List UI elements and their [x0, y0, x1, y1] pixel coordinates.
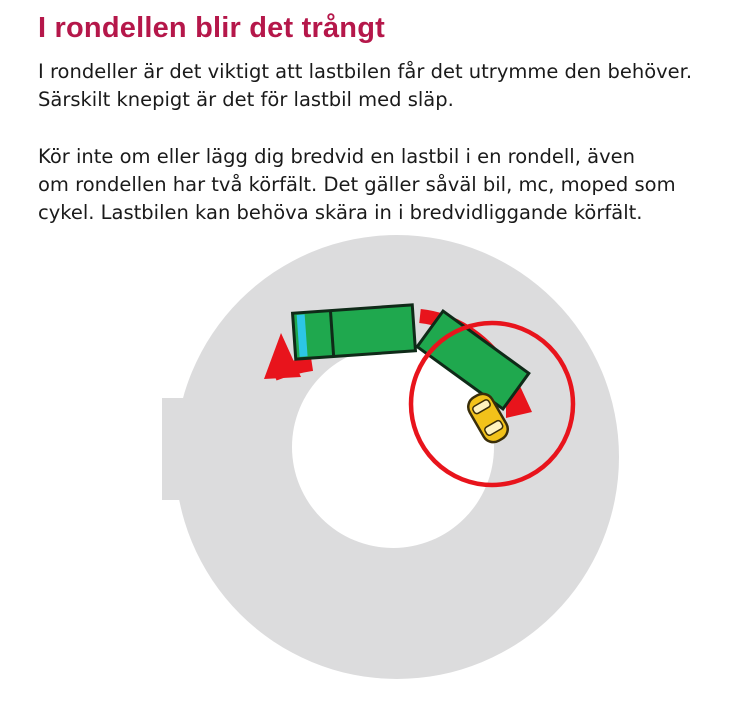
- page-title: I rondellen blir det trångt: [38, 12, 385, 44]
- paragraph-line: Särskilt knepigt är det för lastbil med släp.: [38, 88, 454, 111]
- paragraph-line: cykel. Lastbilen kan behöva skära in i bredvidliggande körfält.: [38, 201, 643, 224]
- paragraph-line: om rondellen har två körfält. Det gäller såväl bil, mc, moped som: [38, 173, 676, 196]
- paragraph-line: I rondeller är det viktigt att lastbilen får det utrymme den behöver.: [38, 60, 693, 83]
- paragraph-line: Kör inte om eller lägg dig bredvid en lastbil i en rondell, även: [38, 145, 635, 168]
- truck: [293, 305, 416, 359]
